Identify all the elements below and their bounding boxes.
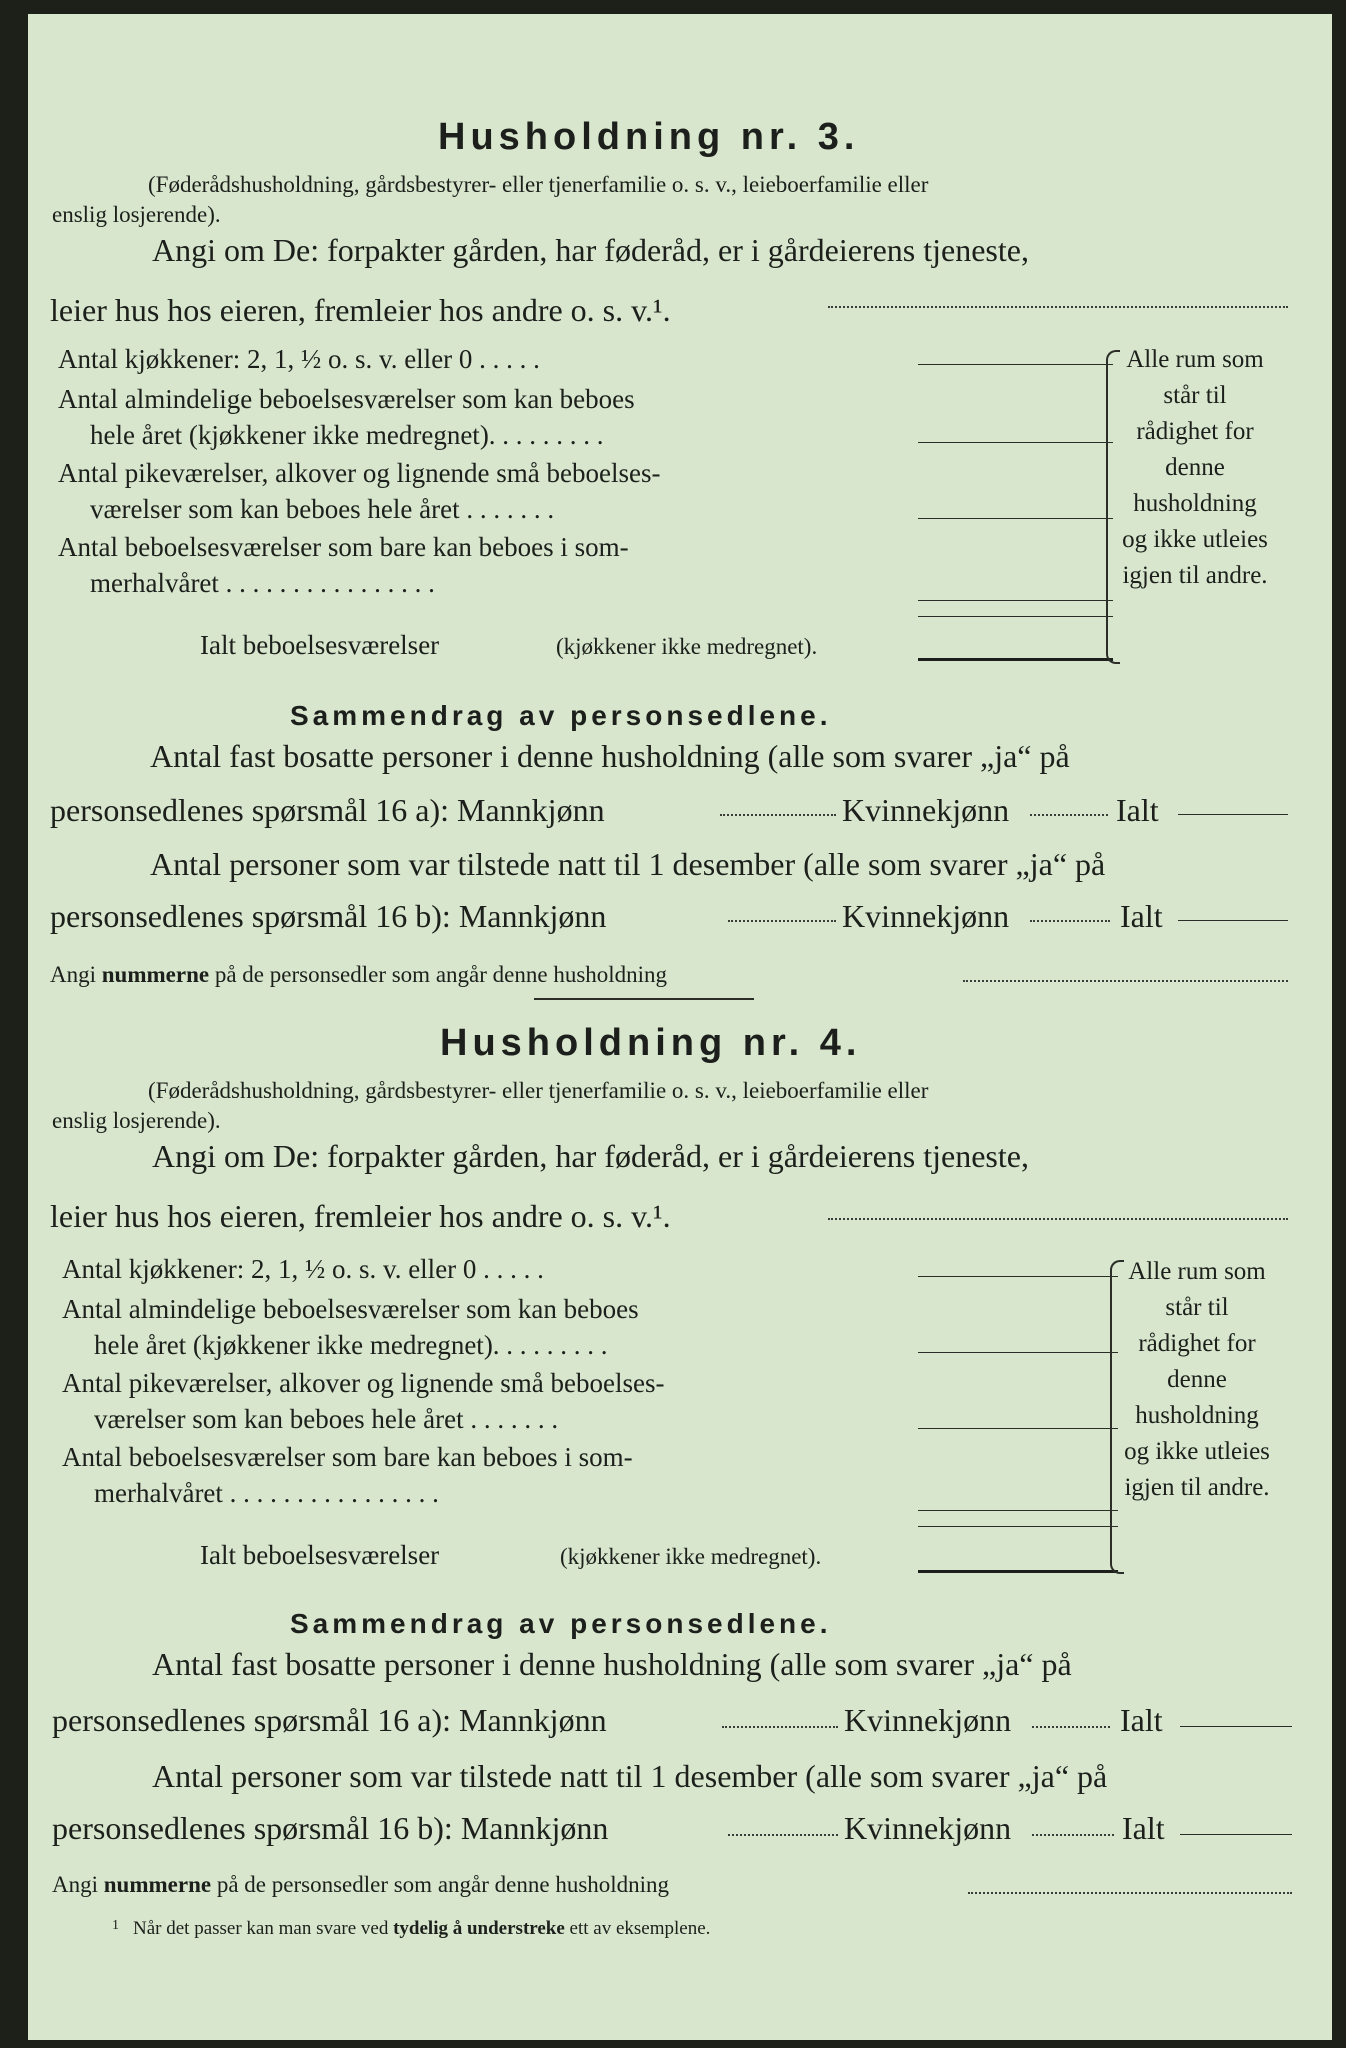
- kvinnekjonn-label-2: Kvinnekjønn: [844, 1810, 1012, 1846]
- alm-label: Antal almindelige beboelsesværelser som kan beboes: [58, 384, 635, 414]
- fast-kvinne-line[interactable]: [1032, 1726, 1110, 1728]
- section-title: Husholdning nr. 4.: [440, 1022, 862, 1064]
- fast-bosatte-label: Antal fast bosatte personer i denne husholdning (alle som svarer „ja“ på: [150, 738, 1070, 774]
- sommer-label: Antal beboelsesværelser som bare kan beboes i som-: [58, 532, 629, 562]
- tilstede-prefix: personsedlenes spørsmål 16 b): Mannkjønn: [52, 1810, 609, 1846]
- tilstede-label: Antal personer som var tilstede natt til 1 desember (alle som svarer „ja“ på: [152, 1758, 1108, 1794]
- nummerne-label: [52, 1872, 669, 1898]
- ialt-label: Ialt beboelsesværelser: [200, 1540, 440, 1570]
- footnote-bold: tydelig å understreke: [393, 1918, 565, 1939]
- section-subtitle: (Føderådshusholdning, gårdsbestyrer- eller tjenerfamilie o. s. v., leieboerfamilie eller: [148, 1078, 929, 1103]
- angi-word: Angi: [52, 1872, 98, 1897]
- sommer-label-cont: merhalvåret . . . . . . . . . . . . . . . .: [90, 568, 435, 598]
- footnote-pre: Når det passer kan man svare ved: [133, 1918, 389, 1939]
- side-note: Alle rum som står til rådighet for denne husholdning og ikke utleies igjen til andre.: [1122, 346, 1268, 589]
- kvinnekjonn-label: Kvinnekjønn: [844, 1702, 1012, 1738]
- tilstede-ialt-line[interactable]: [1180, 1834, 1292, 1835]
- angi-question: Angi om De: forpakter gården, har føderåd, er i gårdeierens tjeneste,: [152, 1138, 1029, 1174]
- angi-question-cont: leier hus hos eieren, fremleier hos andre o. s. v.¹.: [50, 292, 671, 328]
- footnote-marker: 1: [112, 1918, 119, 1933]
- nummerne-answer-line[interactable]: [963, 980, 1288, 982]
- alm-label-cont: hele året (kjøkkener ikke medregnet). . . . . . . . .: [90, 420, 604, 450]
- section-subtitle-cont: enslig losjerende).: [52, 202, 221, 227]
- fast-ialt-line[interactable]: [1178, 814, 1288, 815]
- pike-label-cont: værelser som kan beboes hele året . . . . . . .: [90, 494, 555, 524]
- angi-question-cont: leier hus hos eieren, fremleier hos andre o. s. v.¹.: [50, 1198, 671, 1234]
- nummerne-word: nummerne: [101, 962, 210, 987]
- side-note: Alle rum som står til rådighet for denne husholdning og ikke utleies igjen til andre.: [1124, 1258, 1270, 1501]
- section-subtitle: (Føderådshusholdning, gårdsbestyrer- eller tjenerfamilie o. s. v., leieboerfamilie eller: [148, 172, 929, 197]
- tilstede-kvinne-line[interactable]: [1030, 920, 1110, 922]
- tilstede-mann-line[interactable]: [728, 920, 836, 922]
- alm-answer-line[interactable]: [918, 1352, 1118, 1353]
- ialt-label-tilstede: Ialt: [1122, 1810, 1165, 1846]
- fast-kvinne-line[interactable]: [1030, 814, 1108, 816]
- pike-label: Antal pikeværelser, alkover og lignende små beboelses-: [58, 458, 661, 488]
- kvinnekjonn-label-2: Kvinnekjønn: [842, 898, 1010, 934]
- sommer-label: Antal beboelsesværelser som bare kan beboes i som-: [62, 1442, 633, 1472]
- ialt-label-fast: Ialt: [1116, 792, 1159, 828]
- sum-rule: [918, 1526, 1118, 1527]
- nummerne-rest: på de personsedler som angår denne husholdning: [214, 962, 668, 987]
- ialt-answer-line[interactable]: [918, 658, 1113, 661]
- nummerne-label: [50, 962, 667, 988]
- kjokkener-answer-line[interactable]: [918, 364, 1113, 365]
- angi-answer-line[interactable]: [828, 306, 1288, 308]
- brace-bracket: [1106, 350, 1120, 664]
- section-divider: [534, 998, 754, 1000]
- tilstede-label: Antal personer som var tilstede natt til 1 desember (alle som svarer „ja“ på: [150, 846, 1106, 882]
- ialt-label-tilstede: Ialt: [1120, 898, 1163, 934]
- angi-answer-line[interactable]: [828, 1218, 1288, 1220]
- ialt-label-fast: Ialt: [1120, 1702, 1163, 1738]
- ialt-note: (kjøkkener ikke medregnet).: [556, 634, 818, 659]
- kjokkener-label: Antal kjøkkener: 2, 1, ½ o. s. v. eller 0 . . . . .: [62, 1254, 544, 1284]
- summary-title: Sammendrag av personsedlene.: [290, 700, 832, 731]
- pike-label: Antal pikeværelser, alkover og lignende små beboelses-: [62, 1368, 665, 1398]
- ialt-note: (kjøkkener ikke medregnet).: [560, 1544, 822, 1569]
- ialt-answer-line[interactable]: [918, 1570, 1118, 1573]
- angi-word: Angi: [50, 962, 96, 987]
- tilstede-mann-line[interactable]: [728, 1834, 838, 1836]
- tilstede-kvinne-line[interactable]: [1032, 1834, 1114, 1836]
- pike-label-cont: værelser som kan beboes hele året . . . . . . .: [94, 1404, 559, 1434]
- ialt-label: Ialt beboelsesværelser: [200, 630, 440, 660]
- kvinnekjonn-label: Kvinnekjønn: [842, 792, 1010, 828]
- kjokkener-label: Antal kjøkkener: 2, 1, ½ o. s. v. eller 0 . . . . .: [58, 344, 540, 374]
- nummerne-word: nummerne: [103, 1872, 212, 1897]
- sommer-answer-line[interactable]: [918, 600, 1113, 601]
- fast-mann-line[interactable]: [722, 1726, 838, 1728]
- form-page: [28, 14, 1332, 2040]
- fast-prefix: personsedlenes spørsmål 16 a): Mannkjønn: [50, 792, 605, 828]
- kjokkener-answer-line[interactable]: [918, 1276, 1118, 1277]
- summary-title: Sammendrag av personsedlene.: [290, 1608, 832, 1639]
- nummerne-rest: på de personsedler som angår denne husholdning: [216, 1872, 670, 1897]
- tilstede-ialt-line[interactable]: [1178, 920, 1288, 921]
- angi-question: Angi om De: forpakter gården, har føderåd, er i gårdeierens tjeneste,: [152, 232, 1029, 268]
- alm-answer-line[interactable]: [918, 442, 1113, 443]
- footnote: [112, 1918, 710, 1940]
- nummerne-answer-line[interactable]: [968, 1892, 1292, 1894]
- section-title: Husholdning nr. 3.: [438, 116, 860, 158]
- alm-label: Antal almindelige beboelsesværelser som kan beboes: [62, 1294, 639, 1324]
- sommer-answer-line[interactable]: [918, 1510, 1118, 1511]
- fast-mann-line[interactable]: [720, 814, 836, 816]
- pike-answer-line[interactable]: [918, 518, 1113, 519]
- alm-label-cont: hele året (kjøkkener ikke medregnet). . . . . . . . .: [94, 1330, 608, 1360]
- fast-bosatte-label: Antal fast bosatte personer i denne husholdning (alle som svarer „ja“ på: [152, 1646, 1072, 1682]
- pike-answer-line[interactable]: [918, 1428, 1118, 1429]
- fast-ialt-line[interactable]: [1180, 1726, 1292, 1727]
- fast-prefix: personsedlenes spørsmål 16 a): Mannkjønn: [52, 1702, 607, 1738]
- tilstede-prefix: personsedlenes spørsmål 16 b): Mannkjønn: [50, 898, 607, 934]
- footnote-post: ett av eksemplene.: [569, 1918, 711, 1939]
- sum-rule: [918, 616, 1113, 617]
- section-subtitle-cont: enslig losjerende).: [52, 1108, 221, 1133]
- sommer-label-cont: merhalvåret . . . . . . . . . . . . . . . .: [94, 1478, 439, 1508]
